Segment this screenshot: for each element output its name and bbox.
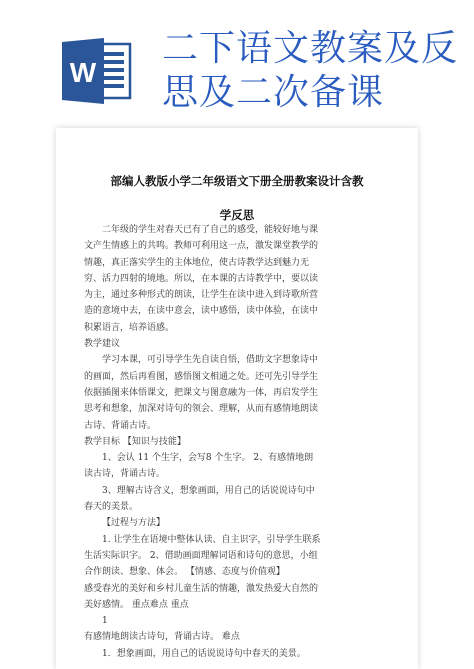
body-paragraph: 二年级的学生对春天已有了自己的感受，能较好地与课文产生情感上的共鸣。教师可利用这一点，激发课堂教学的情趣，真正落实学生的主体地位，使古诗教学达到魅力无穷、活力四射的境地。所以，在本课的古诗教学中，要以读为主，通过多种形式的朗读，让学生在读中进入到诗歌所营造的意境中去，在读中意会，读中感悟，读中体验，在读中积累语言，培养语感。	[84, 225, 319, 333]
section-heading: 教学建议	[84, 339, 121, 350]
body-paragraph: 感受春光的美好和乡村儿童生活的情趣，激发热爱大自然的美好感情。 重点难点 重点	[84, 583, 319, 610]
document-title-line-2: 学反思	[219, 208, 255, 222]
body-paragraph: 1、会认 11 个生字，会写8 个生字。 2、有感情地朗读古诗，背诵古诗。	[84, 453, 314, 480]
body-paragraph: 3、理解古诗含义，想象画面，用自己的话说说诗句中春天的美景。	[84, 485, 315, 513]
body-paragraph: 学习本课，可引导学生先自读自悟，借助文字想象诗中的画面，然后再看图，感悟图文相通之处。还可先引导学生依据插图来体悟课文，把课文与图意融为一体，再启发学生思考和想象，加深对诗句的领会、理解，从而有感情地朗读古诗、背诵古诗。	[84, 355, 319, 431]
body-paragraph: 有感情地朗读古诗句，背诵古诗。 难点	[84, 632, 240, 643]
body-paragraph: 1	[102, 616, 108, 627]
document-title-line-1: 部编人教版小学二年级语文下册全册教案设计含教	[110, 174, 364, 188]
page-headline	[162, 27, 462, 115]
section-heading: 【过程与方法】	[102, 518, 166, 529]
body-paragraph: 1. 让学生在语境中整体认读、自主识字，引导学生联系生活实际识字。 2、借助画面理解词语和诗句的意思，小组合作朗读、想象、体会。 【情感、态度与价值观】	[84, 534, 321, 578]
section-heading: 教学目标 【知识与技能】	[84, 436, 186, 447]
body-paragraph: 1．想象画面，用自己的话说说诗句中春天的美景。	[102, 648, 306, 659]
logo-letter: W	[69, 57, 97, 88]
document-body	[84, 222, 322, 662]
headline-line-1: 二下语文教案及反	[162, 28, 459, 69]
headline-line-2: 思及二次备课	[162, 72, 385, 113]
word-document-icon	[62, 38, 134, 104]
